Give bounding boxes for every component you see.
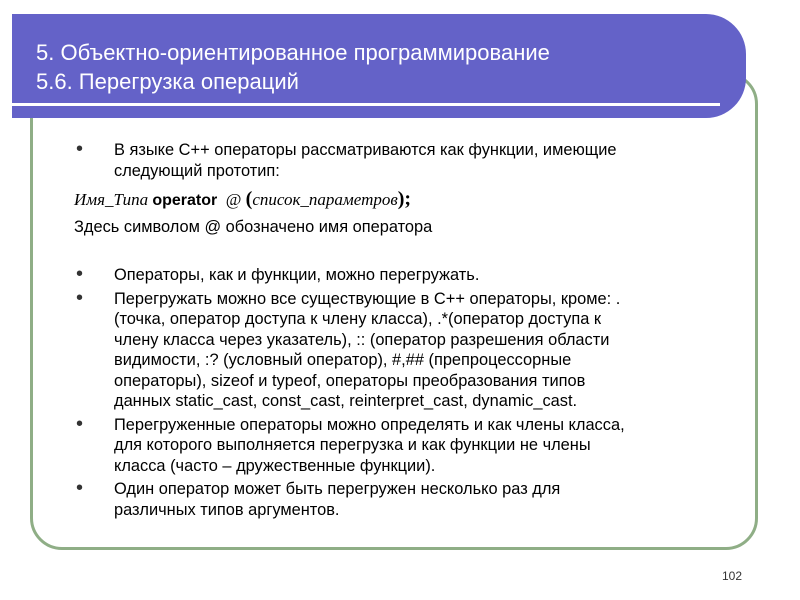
bullet-line: Операторы, как и функции, можно перегружать. [114,266,480,284]
header-divider [12,103,720,106]
bullet-line: члену класса через указатель), :: (оператор разрешения области [114,330,610,349]
bullet-line: Перегружать можно все существующие в С++ операторы, кроме: . [114,289,621,308]
bullet-line: Один оператор может быть перегружен несколько раз для [114,480,561,498]
slide-title [36,38,550,96]
bullet-line: операторы), sizeof и typeof, операторы преобразования типов [114,371,586,390]
bullet-line: для которого выполняется перегрузка и как функции не члены [114,436,591,454]
page-number: 102 [722,569,743,583]
bullet-overload-exceptions [74,289,750,412]
operator-note: Здесь символом @ обозначено имя оператора [74,217,433,236]
proto-keyword: operator [152,192,218,209]
title-line-2: 5.6. Перегрузка операций [36,69,299,94]
proto-at: @ [225,190,242,209]
bullet-member-or-friend [74,415,750,477]
bullet-line: видимости, :? (условный оператор), #,## (препроцессорные [114,351,572,369]
bullet-line: данных static_cast, const_cast, reinterpret_cast, dynamic_cast. [114,392,578,410]
operator-prototype [74,189,750,212]
proto-type: Имя_Типа [74,190,149,209]
bullet-multiple-overloads [74,479,750,520]
bullet-line: класса (часто – дружественные функции). [114,456,436,475]
title-line-1: 5. Объектно-ориентированное программирование [36,40,550,65]
bullet-line: (точка, оператор доступа к члену класса), .*(оператор доступа к [114,310,602,328]
bullet-line: В языке С++ операторы рассматриваются как функции, имеющие [114,141,617,159]
bullet-line: следующий прототип: [114,161,280,180]
proto-open-paren: ( [245,188,253,210]
bullet-overload-allowed [74,265,750,286]
bullet-prototype-intro [74,140,750,181]
bullet-line: различных типов аргументов. [114,500,340,519]
slide-body [74,140,750,520]
slide-header [12,14,746,118]
proto-close: ); [397,188,412,210]
proto-params: список_параметров [252,190,398,209]
bullet-line: Перегруженные операторы можно определять и как члены класса, [114,415,625,434]
